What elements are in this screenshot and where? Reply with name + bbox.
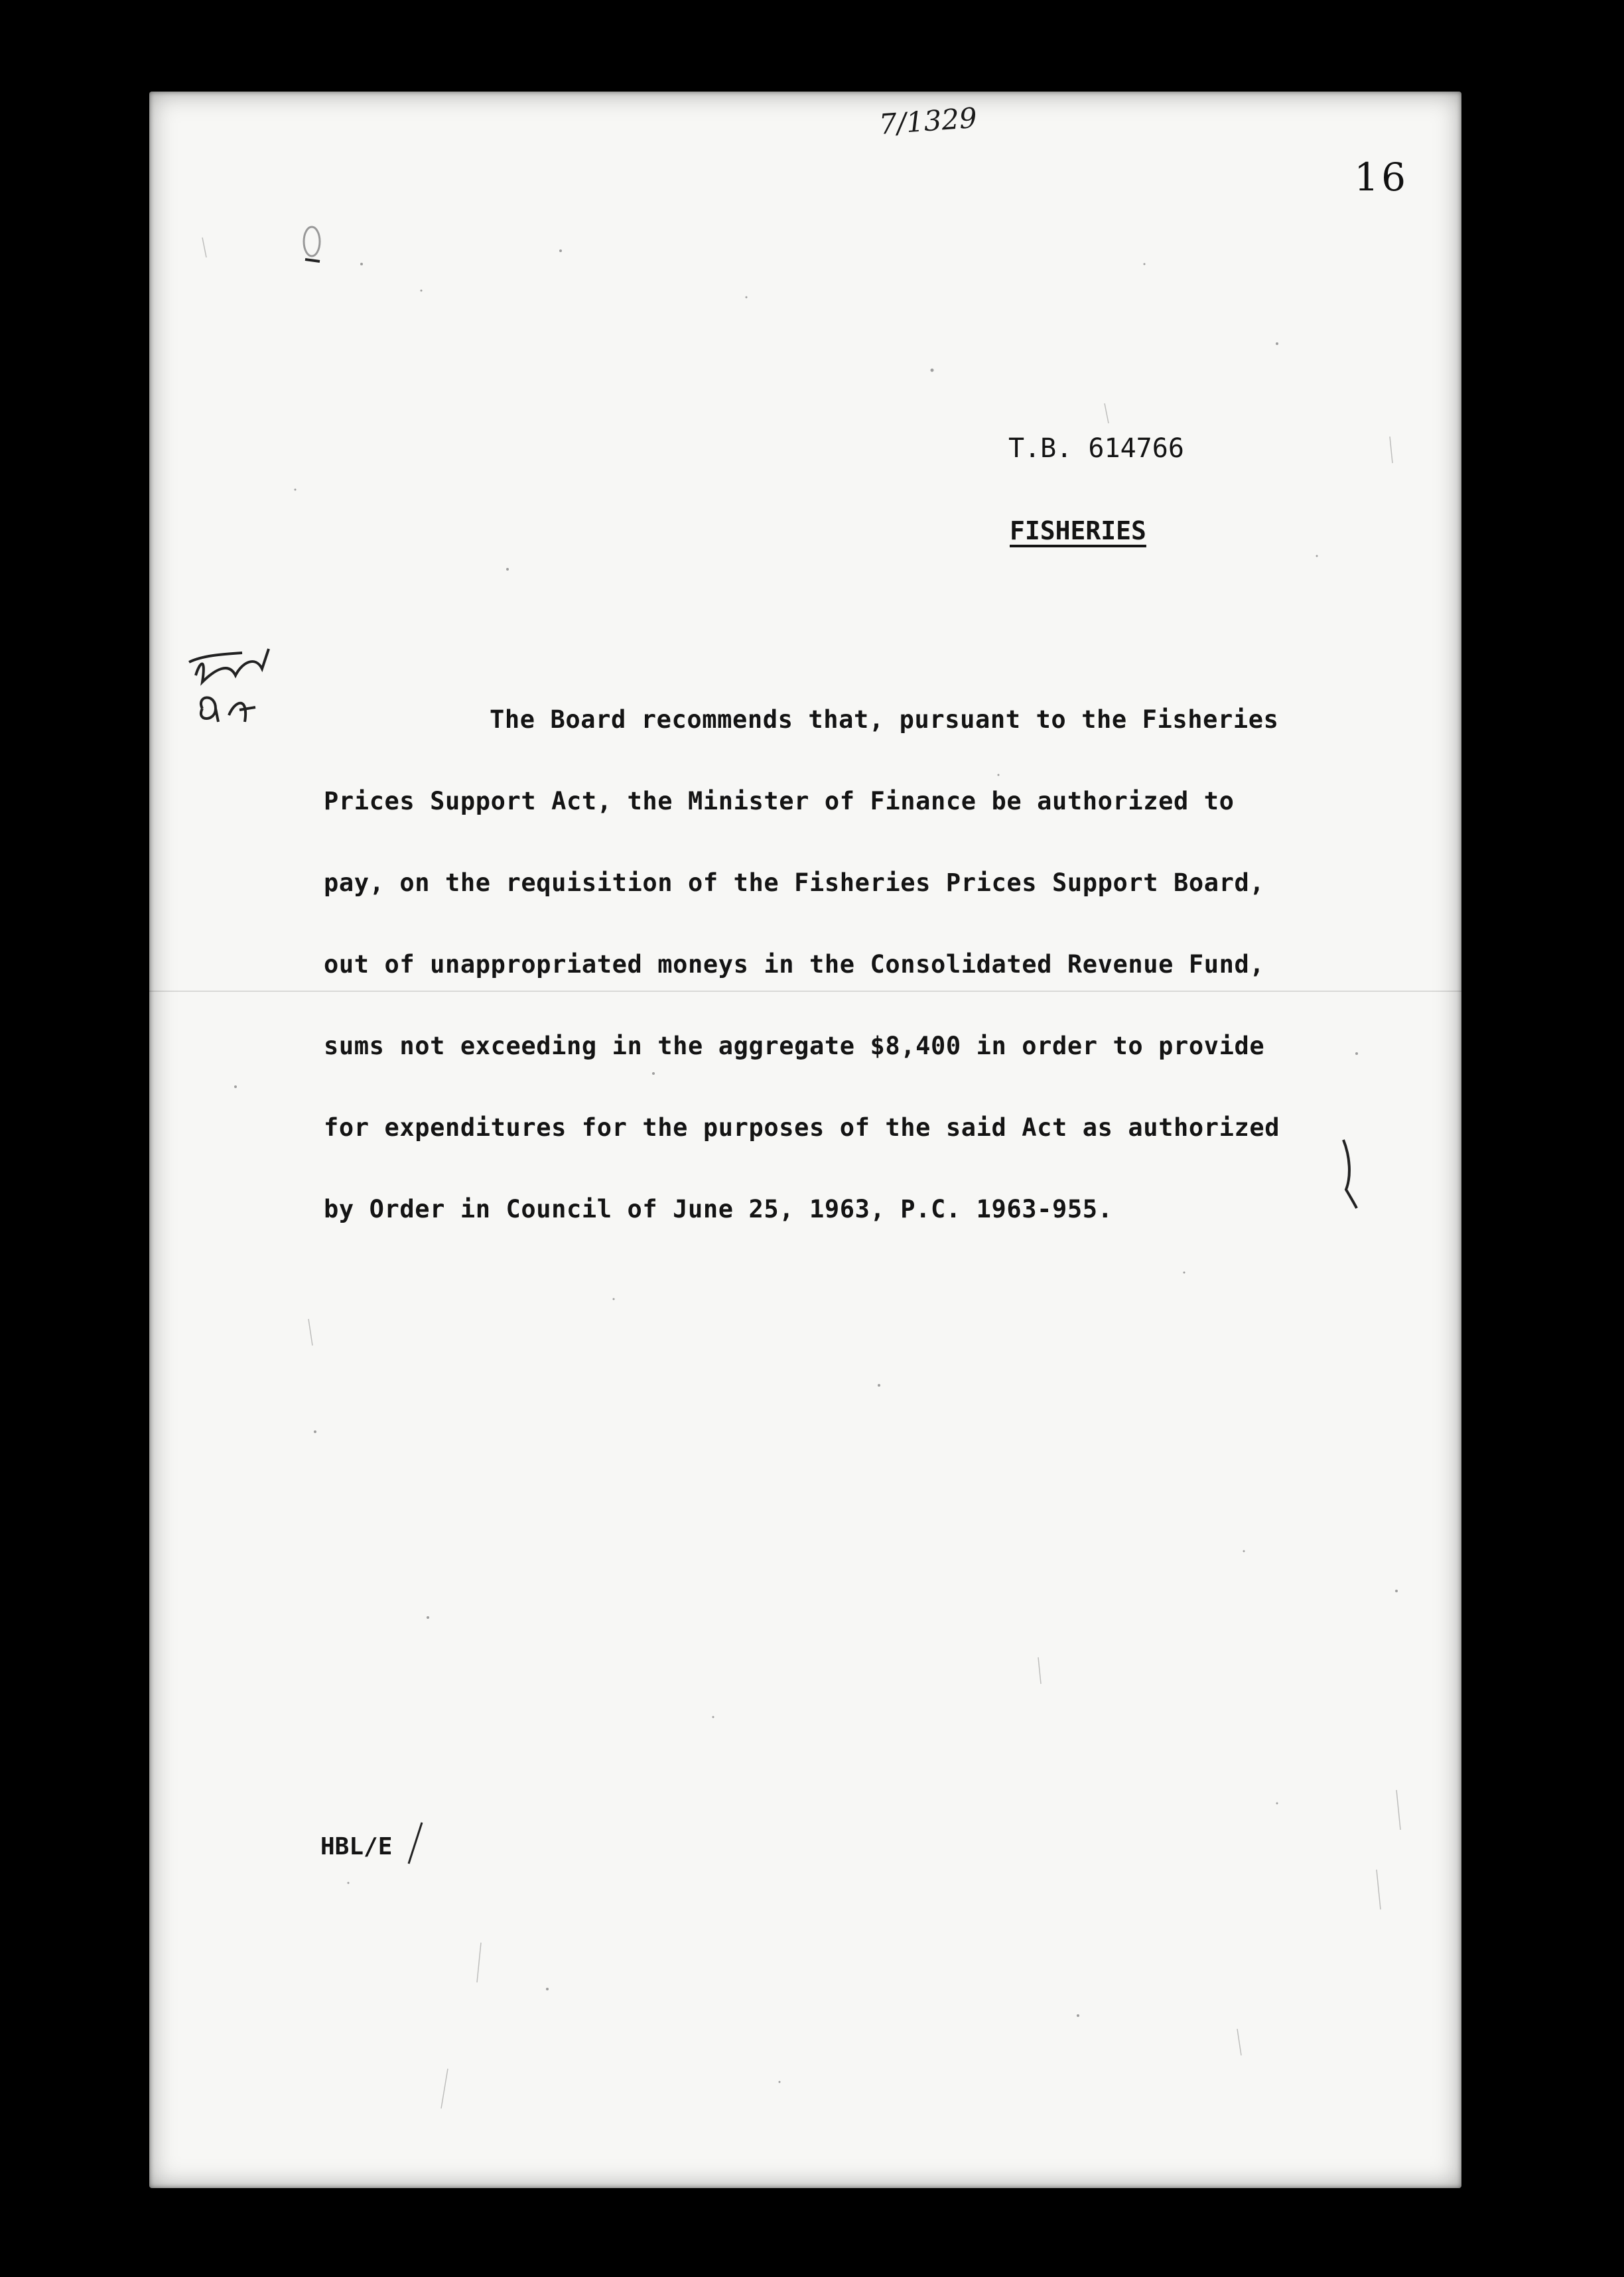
handwritten-initials-icon bbox=[176, 636, 282, 742]
hole-punch-mark bbox=[299, 223, 325, 263]
page-number: 16 bbox=[1354, 155, 1408, 200]
paragraph-line: pay, on the requisition of the Fisheries Prices Support Board, bbox=[324, 868, 1265, 897]
paragraph-line: for expenditures for the purposes of the said Act as authorized bbox=[324, 1113, 1280, 1142]
typist-initials: HBL/E bbox=[320, 1833, 393, 1860]
document-page bbox=[149, 92, 1461, 2188]
paragraph-line: by Order in Council of June 25, 1963, P.C. 1963-955. bbox=[324, 1195, 1113, 1223]
department-heading: FISHERIES bbox=[1010, 516, 1146, 545]
handwritten-slash-mark bbox=[405, 1820, 425, 1866]
handwritten-file-number: 7/1329 bbox=[878, 101, 979, 141]
paragraph-line: sums not exceeding in the aggregate $8,400 in order to provide bbox=[324, 1032, 1265, 1060]
paragraph-line: out of unappropriated moneys in the Consolidated Revenue Fund, bbox=[324, 950, 1265, 979]
reference-number: T.B. 614766 bbox=[1008, 433, 1184, 464]
paragraph-line: The Board recommends that, pursuant to the Fisheries bbox=[490, 705, 1279, 734]
recommendation-paragraph bbox=[324, 679, 1398, 1250]
margin-bracket-mark bbox=[1337, 1137, 1363, 1209]
paragraph-line: Prices Support Act, the Minister of Finance be authorized to bbox=[324, 787, 1235, 815]
